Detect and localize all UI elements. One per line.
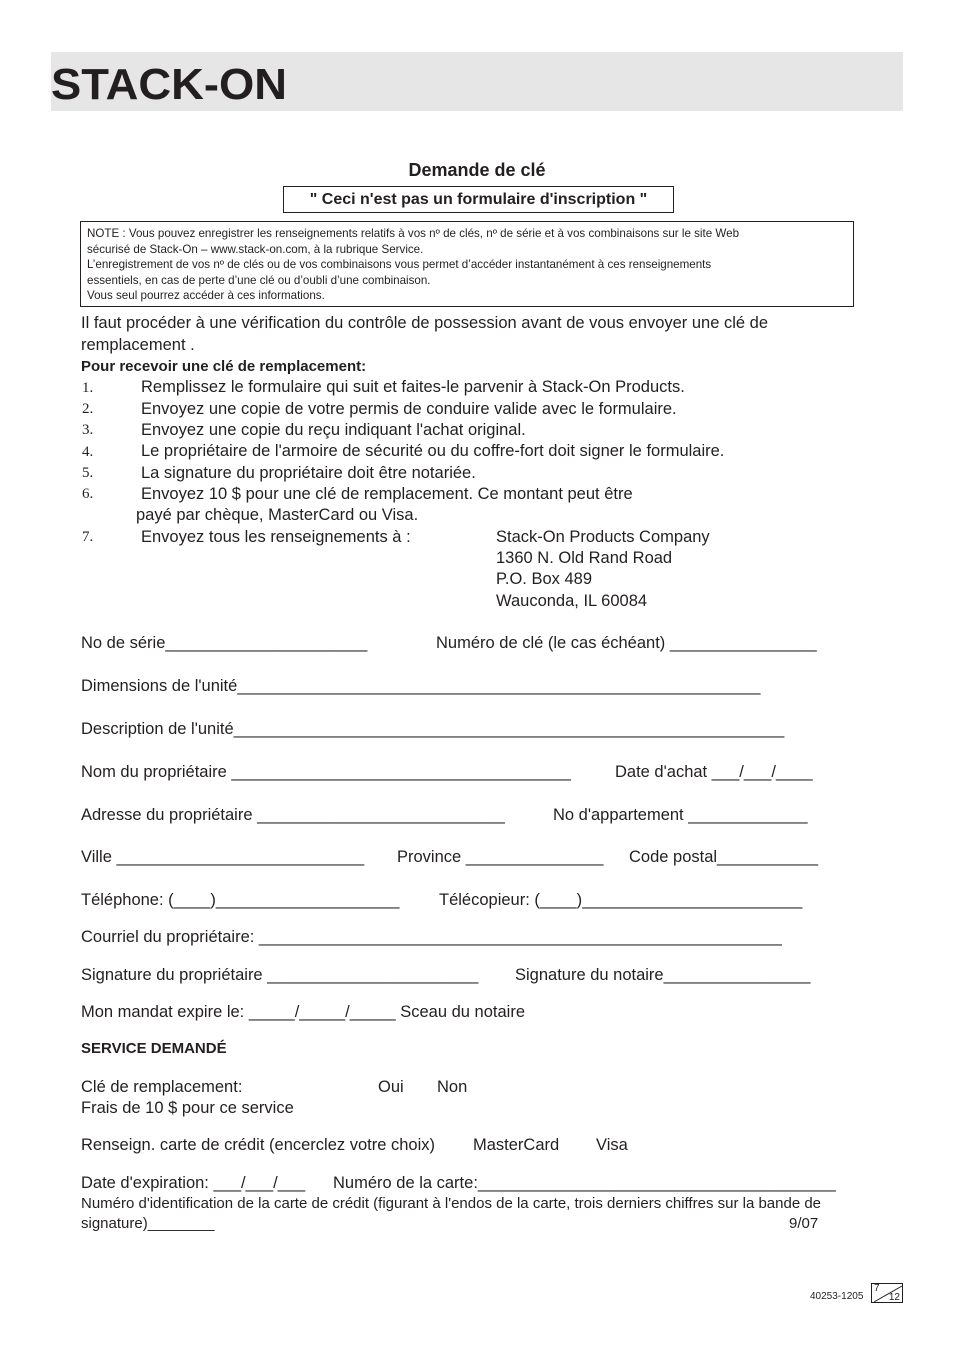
card-id-field[interactable]: signature)________ <box>81 1215 215 1232</box>
step-number: 4. <box>82 444 94 460</box>
page-title: Demande de clé <box>408 160 546 180</box>
service-heading: SERVICE DEMANDÉ <box>81 1040 227 1057</box>
card-number-field[interactable]: Numéro de la carte:_______________________________________ <box>333 1174 836 1192</box>
page-number-box <box>871 1283 903 1303</box>
city-field[interactable]: Ville ___________________________ <box>81 848 365 866</box>
note-line: NOTE : Vous pouvez enregistrer les renseignements relatifs à vos nº de clés, nº de série et à vos combinaisons sur le site Web <box>87 227 740 240</box>
step-text-cont: payé par chèque, MasterCard ou Visa. <box>136 506 419 524</box>
expiry-date-field[interactable]: Date d'expiration: ___/___/___ <box>81 1174 306 1192</box>
fax-field[interactable]: Télécopieur: (____)________________________ <box>439 891 803 909</box>
yes-option[interactable]: Oui <box>378 1078 404 1096</box>
step-text: La signature du propriétaire doit être notariée. <box>141 464 476 482</box>
step-text: Envoyez une copie de votre permis de conduire valide avec le formulaire. <box>141 400 677 418</box>
no-option[interactable]: Non <box>437 1078 468 1096</box>
address-line: Wauconda, IL 60084 <box>496 592 648 610</box>
serial-number-field[interactable]: No de série______________________ <box>81 634 368 652</box>
apartment-field[interactable]: No d'appartement _____________ <box>553 806 808 824</box>
postal-code-field[interactable]: Code postal___________ <box>629 848 819 866</box>
step-text: Le propriétaire de l'armoire de sécurité ou du coffre-fort doit signer le formulaire. <box>141 442 725 460</box>
intro-text-cont: remplacement . <box>81 336 195 354</box>
not-registration-notice: " Ceci n'est pas un formulaire d'inscription " <box>283 186 674 213</box>
svg-text:STACK-ON: STACK-ON <box>51 62 287 104</box>
note-line: essentiels, en cas de perte d’une clé ou d’oubli d’une combinaison. <box>87 273 431 287</box>
document-code: 40253-1205 <box>810 1291 864 1302</box>
owner-address-field[interactable]: Adresse du propriétaire ___________________________ <box>81 806 505 824</box>
form-version: 9/07 <box>789 1215 819 1232</box>
unit-dimensions-field[interactable]: Dimensions de l'unité_________________________________________________________ <box>81 677 761 695</box>
step-number: 3. <box>82 422 94 438</box>
step-number: 7. <box>82 529 94 545</box>
note-box <box>80 221 854 307</box>
step-text: Envoyez 10 $ pour une clé de remplacement. Ce montant peut être <box>141 485 633 503</box>
address-line: 1360 N. Old Rand Road <box>496 549 673 567</box>
step-text: Envoyez une copie du reçu indiquant l'achat original. <box>141 421 526 439</box>
replacement-key-label: Clé de remplacement: <box>81 1078 243 1096</box>
mastercard-option[interactable]: MasterCard <box>473 1136 560 1154</box>
purchase-date-field[interactable]: Date d'achat ___/___/____ <box>615 763 813 781</box>
mandate-expiry-field[interactable]: Mon mandat expire le: _____/_____/_____ Sceau du notaire <box>81 1003 525 1021</box>
intro-text: Il faut procéder à une vérification du contrôle de possession avant de vous envoyer une clé de <box>81 314 769 332</box>
visa-option[interactable]: Visa <box>596 1136 628 1154</box>
step-text: Envoyez tous les renseignements à : <box>141 528 411 546</box>
owner-name-field[interactable]: Nom du propriétaire _____________________________________ <box>81 763 571 781</box>
note-line: Vous seul pourrez accéder à ces informations. <box>87 289 325 303</box>
note-line: sécurisé de Stack-On – www.stack-on.com, à la rubrique Service. <box>87 242 424 256</box>
province-field[interactable]: Province _______________ <box>397 848 604 866</box>
steps-heading: Pour recevoir une clé de remplacement: <box>81 358 367 375</box>
email-field[interactable]: Courriel du propriétaire: _________________________________________________________ <box>81 928 782 946</box>
owner-signature-field[interactable]: Signature du propriétaire _______________________ <box>81 966 479 984</box>
credit-card-label: Renseign. carte de crédit (encerclez votre choix) <box>81 1136 435 1154</box>
phone-field[interactable]: Téléphone: (____)____________________ <box>81 891 400 909</box>
unit-description-field[interactable]: Description de l'unité____________________________________________________________ <box>81 720 785 738</box>
step-number: 1. <box>82 380 94 396</box>
page-total: 12 <box>888 1292 900 1303</box>
note-line: L’enregistrement de vos nº de clés ou de vos combinaisons vous permet d’accéder instantanément à ces renseignements <box>87 258 712 272</box>
step-number: 5. <box>82 465 94 481</box>
card-id-note: Numéro d'identification de la carte de crédit (figurant à l'endos de la carte, trois derniers chiffres sur la bande de <box>81 1195 822 1212</box>
address-line: P.O. Box 489 <box>496 570 593 588</box>
service-fee-text: Frais de 10 $ pour ce service <box>81 1099 294 1117</box>
stack-on-logo <box>51 62 287 104</box>
step-text: Remplissez le formulaire qui suit et faites-le parvenir à Stack-On Products. <box>141 378 685 396</box>
key-number-field[interactable]: Numéro de clé (le cas échéant) ________________ <box>436 634 817 652</box>
address-line: Stack-On Products Company <box>496 528 710 546</box>
step-number: 6. <box>82 486 94 502</box>
step-number: 2. <box>82 401 94 417</box>
notary-signature-field[interactable]: Signature du notaire________________ <box>515 966 811 984</box>
page-number: 7 <box>874 1283 880 1294</box>
